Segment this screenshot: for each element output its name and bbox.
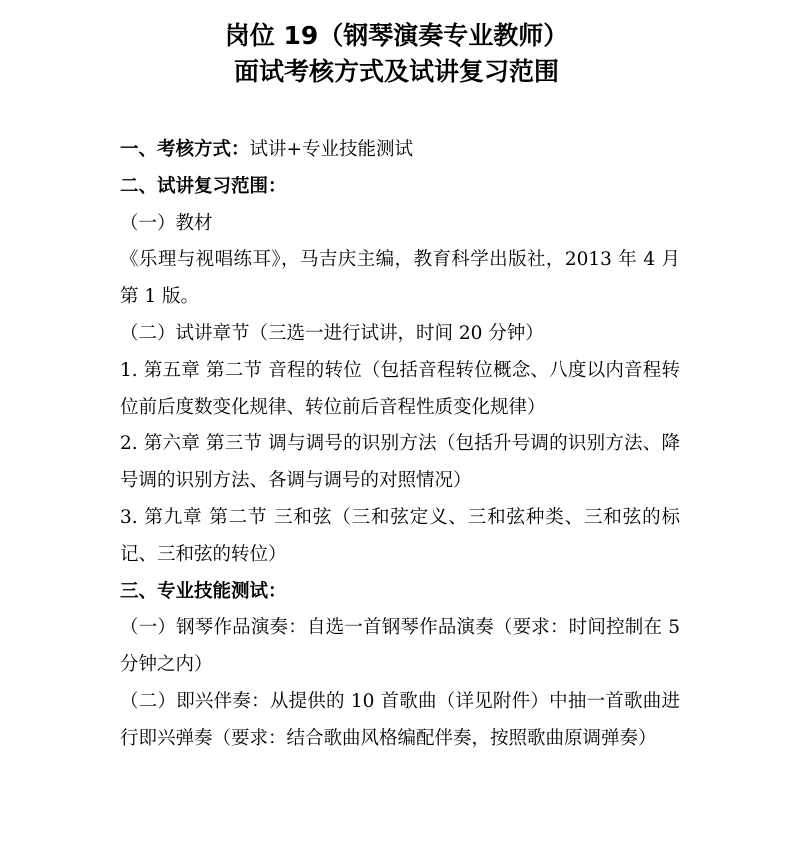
skill-item-1: （一）钢琴作品演奏：自选一首钢琴作品演奏（要求：时间控制在 5 分钟之内）	[120, 617, 680, 676]
title-line-2: 面试考核方式及试讲复习范围	[233, 57, 559, 86]
chapter-item-1: 1. 第五章 第二节 音程的转位（包括音程转位概念、八度以内音程转位前后度数变化规律、转位前后音程性质变化规律）	[120, 359, 680, 418]
chapters-label: （二）试讲章节（三选一进行试讲，时间 20 分钟）	[120, 322, 544, 344]
section-1-heading: 一、考核方式：	[120, 139, 250, 160]
skill-item-2: （二）即兴伴奏：从提供的 10 首歌曲（详见附件）中抽一首歌曲进行即兴弹奏（要求：结合歌曲风格编配伴奏，按照歌曲原调弹奏）	[120, 690, 680, 749]
document-body	[120, 132, 680, 758]
textbook-label: （一）教材	[120, 212, 213, 234]
chapter-item-2: 2. 第六章 第三节 调与调号的识别方法（包括升号调的识别方法、降号调的识别方法、各调与调号的对照情况）	[120, 433, 680, 492]
section-3-heading: 三、专业技能测试：	[120, 580, 287, 602]
chapter-item-3: 3. 第九章 第二节 三和弦（三和弦定义、三和弦种类、三和弦的标记、三和弦的转位）	[120, 506, 680, 565]
document-title	[0, 18, 793, 90]
section-1	[120, 132, 680, 169]
section-1-text: 试讲+专业技能测试	[249, 139, 414, 160]
section-2-heading: 二、试讲复习范围：	[120, 175, 287, 197]
title-line-1: 岗位 19（钢琴演奏专业教师）	[224, 21, 569, 50]
textbook-text: 《乐理与视唱练耳》，马吉庆主编，教育科学出版社，2013 年 4 月第 1 版。	[120, 249, 680, 308]
